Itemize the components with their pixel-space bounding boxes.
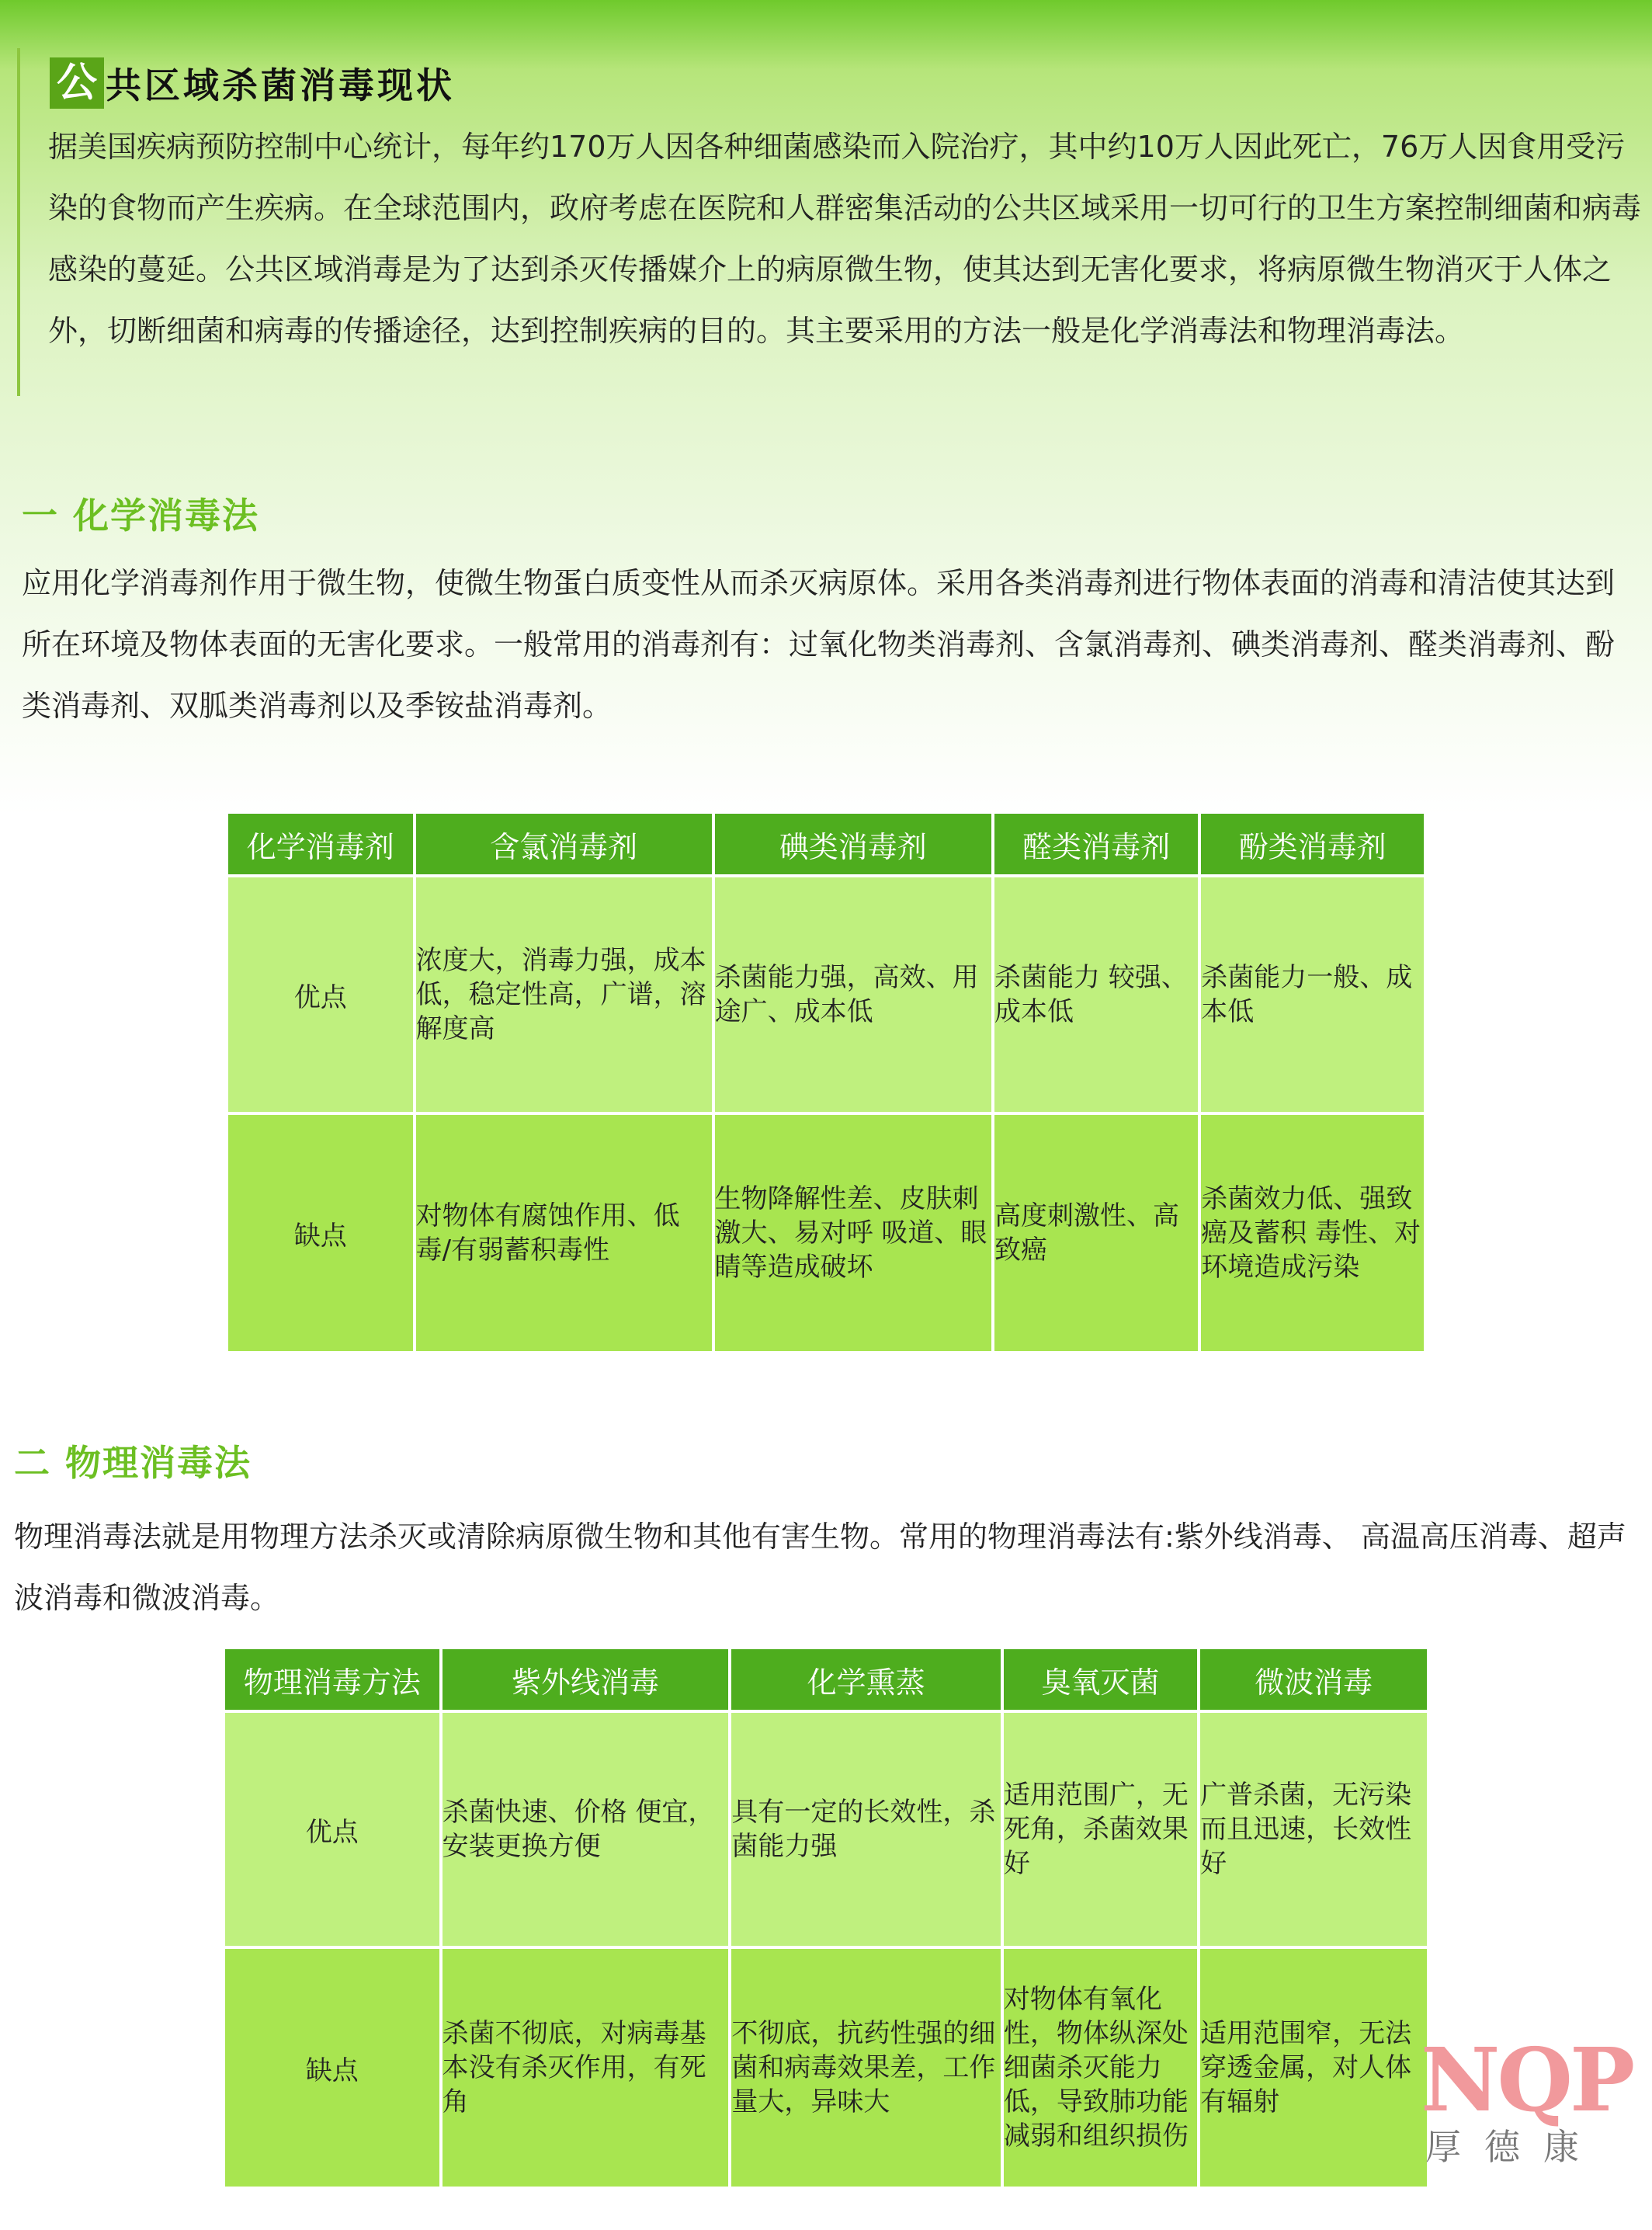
table-cell: 杀菌快速、价格 便宜，安装更换方便: [442, 1713, 729, 1946]
row-label-cons: 缺点: [228, 1115, 413, 1351]
table-cell: 不彻底，抗药性强的细菌和病毒效果差，工作量大，异味大: [731, 1949, 1001, 2187]
title-highlight-char: 公: [50, 57, 104, 109]
table-row: [228, 877, 1424, 1112]
table-cell: 杀菌能力强，高效、用途广、成本低: [715, 877, 991, 1112]
table-header: 紫外线消毒: [442, 1649, 729, 1710]
logo-name: 厚德康: [1425, 2126, 1602, 2168]
table-cell: 适用范围窄，无法穿透金属，对人体有辐射: [1200, 1949, 1427, 2187]
table-header: 臭氧灭菌: [1004, 1649, 1197, 1710]
intro-block: [17, 48, 1642, 396]
table-cell: 生物降解性差、皮肤刺激大、易对呼 吸道、眼睛等造成破坏: [715, 1115, 991, 1351]
physical-paragraph: 物理消毒法就是用物理方法杀灭或清除病原微生物和其他有害生物。常用的物理消毒法有:紫外线消毒、 高温高压消毒、超声波消毒和微波消毒。: [14, 1520, 1626, 1615]
table-cell: 高度刺激性、高致癌: [994, 1115, 1198, 1351]
intro-paragraph: 据美国疾病预防控制中心统计，每年约170万人因各种细菌感染而入院治疗，其中约10万人因此死亡，76万人因食用受污染的食物而产生疾病。在全球范围内，政府考虑在医院和人群密集活动的公共区域采用一切可行的卫生方案控制细菌和病毒感染的蔓延。公共区域消毒是为了达到杀灭传播媒介上的病原微生物，使其达到无害化要求，将病原微生物消灭于人体之外，切断细菌和病毒的传播途径，达到控制疾病的目的。其主要采用的方法一般是化学消毒法和物理消毒法。: [48, 130, 1642, 348]
table-header: 含氯消毒剂: [416, 814, 712, 874]
table-cell: 适用范围广，无死角，杀菌效果好: [1004, 1713, 1197, 1946]
intro-title: [50, 57, 455, 109]
table-cell: 杀菌不彻底，对病毒基本没有杀灭作用，有死角: [442, 1949, 729, 2187]
table-row: [228, 1115, 1424, 1351]
table-row: [225, 1713, 1427, 1946]
table-row: [225, 1949, 1427, 2187]
section-title-physical: 二 物理消毒法: [14, 1442, 252, 1484]
table-header: 化学熏蒸: [731, 1649, 1001, 1710]
row-label-pros: 优点: [225, 1713, 439, 1946]
section-title-chemical: 一 化学消毒法: [22, 495, 260, 537]
table-header: 物理消毒方法: [225, 1649, 439, 1710]
table-header: 酚类消毒剂: [1201, 814, 1424, 874]
table-header: 化学消毒剂: [228, 814, 413, 874]
brand-logo: [1421, 2030, 1633, 2168]
table-header: 醛类消毒剂: [994, 814, 1198, 874]
title-text: 共区域杀菌消毒现状: [106, 64, 455, 106]
chemical-table: [225, 811, 1427, 1354]
table-header: 微波消毒: [1200, 1649, 1427, 1710]
row-label-cons: 缺点: [225, 1949, 439, 2187]
physical-table: [222, 1646, 1430, 2190]
table-cell: 广普杀菌，无污染而且迅速，长效性好: [1200, 1713, 1427, 1946]
row-label-pros: 优点: [228, 877, 413, 1112]
table-header: 碘类消毒剂: [715, 814, 991, 874]
table-cell: 对物体有腐蚀作用、低毒/有弱蓄积毒性: [416, 1115, 712, 1351]
table-cell: 对物体有氧化性，物体纵深处细菌杀灭能力低，导致肺功能减弱和组织损伤: [1004, 1949, 1197, 2187]
chemical-paragraph: 应用化学消毒剂作用于微生物，使微生物蛋白质变性从而杀灭病原体。采用各类消毒剂进行物体表面的消毒和清洁使其达到所在环境及物体表面的无害化要求。一般常用的消毒剂有：过氧化物类消毒剂、含氯消毒剂、碘类消毒剂、醛类消毒剂、酚类消毒剂、双胍类消毒剂以及季铵盐消毒剂。: [22, 566, 1616, 723]
table-cell: 具有一定的长效性，杀菌能力强: [731, 1713, 1001, 1946]
table-cell: 浓度大，消毒力强，成本低，稳定性高，广谱，溶解度高: [416, 877, 712, 1112]
logo-letters: NQP: [1421, 2030, 1633, 2131]
table-cell: 杀菌能力 较强、成本低: [994, 877, 1198, 1112]
table-cell: 杀菌效力低、强致癌及蓄积 毒性、对环境造成污染: [1201, 1115, 1424, 1351]
table-cell: 杀菌能力一般、成本低: [1201, 877, 1424, 1112]
